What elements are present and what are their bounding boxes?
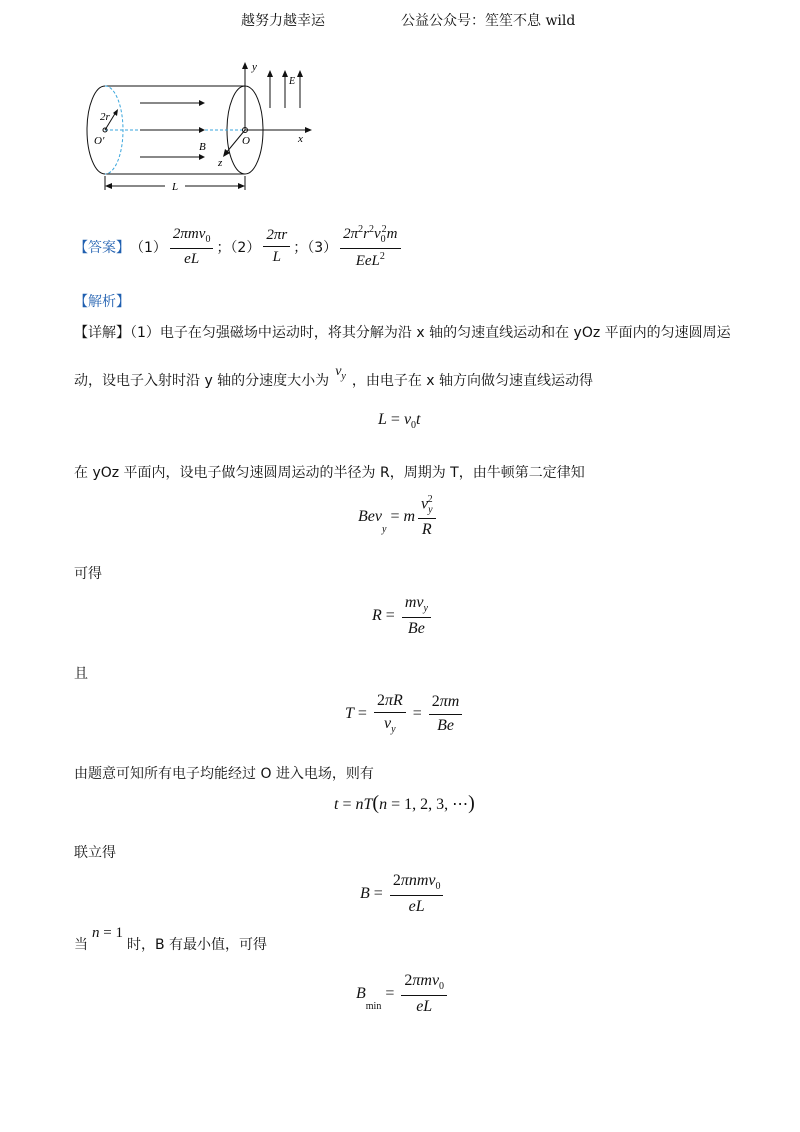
answer-formula-1: $\frac{2\pi mv_0}{eL}$ <box>170 226 214 268</box>
answer-label: 【答案】 <box>74 239 130 256</box>
text-p6: 联立得 <box>74 845 116 861</box>
text-p4: 且 <box>74 666 88 682</box>
label-E: E <box>289 76 296 87</box>
equation-L: $L = v_0t$ <box>378 411 421 432</box>
cylinder-diagram <box>80 58 320 200</box>
answer-part2-prefix: ；（2） <box>216 239 261 256</box>
label-y: y <box>252 61 257 73</box>
equation-B: B = $\frac{2\pi nmv_0}{eL}$ <box>360 872 446 916</box>
header-right: 公益公众号：笙笙不息 wild <box>401 13 576 29</box>
detail-label: 【详解】 <box>74 325 130 341</box>
text-p7b: 时，B 有最小值，可得 <box>126 937 268 953</box>
equation-newton: Bev $_y$ = m $\frac{v_y^2}{R}$ <box>358 494 439 539</box>
detail-line-2 <box>74 364 594 392</box>
equation-t: t = nT(n = 1, 2, 3, ⋯) <box>334 792 475 814</box>
text-p5: 由题意可知所有电子均能经过 O 进入电场，则有 <box>74 766 374 782</box>
label-B: B <box>199 141 206 153</box>
n-equals-1: n = 1 <box>92 925 123 941</box>
label-z: z <box>218 157 223 169</box>
answer-line <box>74 224 404 270</box>
text-p7a: 当 <box>74 937 88 953</box>
label-L: L <box>172 181 179 193</box>
equation-Bmin: B $_{min}$ = $\frac{2\pi mv_0}{eL}$ <box>356 972 450 1016</box>
text-p3: 可得 <box>74 566 102 582</box>
answer-formula-2: $\frac{2\pi r}{L}$ <box>263 227 290 267</box>
label-O-prime: O′ <box>94 135 105 147</box>
detail-text-2a: 动，设电子入射时沿 y 轴的分速度大小为 <box>74 373 330 389</box>
header-left: 越努力越幸运 <box>241 13 325 29</box>
equation-T: T = $\frac{2\pi R}{v_y}$ = $\frac{2\pi m}{Be}$ <box>345 692 465 736</box>
label-2r: 2r <box>100 111 110 123</box>
answer-part3-prefix: ；（3） <box>293 239 338 256</box>
analysis-label: 【解析】 <box>74 294 130 310</box>
detail-line-1 <box>74 322 731 342</box>
label-x: x <box>298 133 303 145</box>
vy-inline: $v_y$ <box>335 364 346 382</box>
detail-text-2b: ，由电子在 x 轴方向做匀速直线运动得 <box>351 373 594 389</box>
equation-R: R = $\frac{mv_y}{Be}$ <box>372 594 434 638</box>
answer-formula-3: $\frac{2\pi^2r^2v_0^2m}{EeL^2}$ <box>340 224 400 270</box>
label-O: O <box>242 135 250 147</box>
answer-part1-prefix: （1） <box>130 239 167 256</box>
detail-text-1: （1）电子在匀强磁场中运动时，将其分解为沿 x 轴的匀速直线运动和在 yOz 平面内的匀速圆周运 <box>130 325 731 341</box>
text-p2: 在 yOz 平面内，设电子做匀速圆周运动的半径为 R，周期为 T，由牛顿第二定律知 <box>74 465 585 481</box>
text-p7-line <box>74 925 268 954</box>
